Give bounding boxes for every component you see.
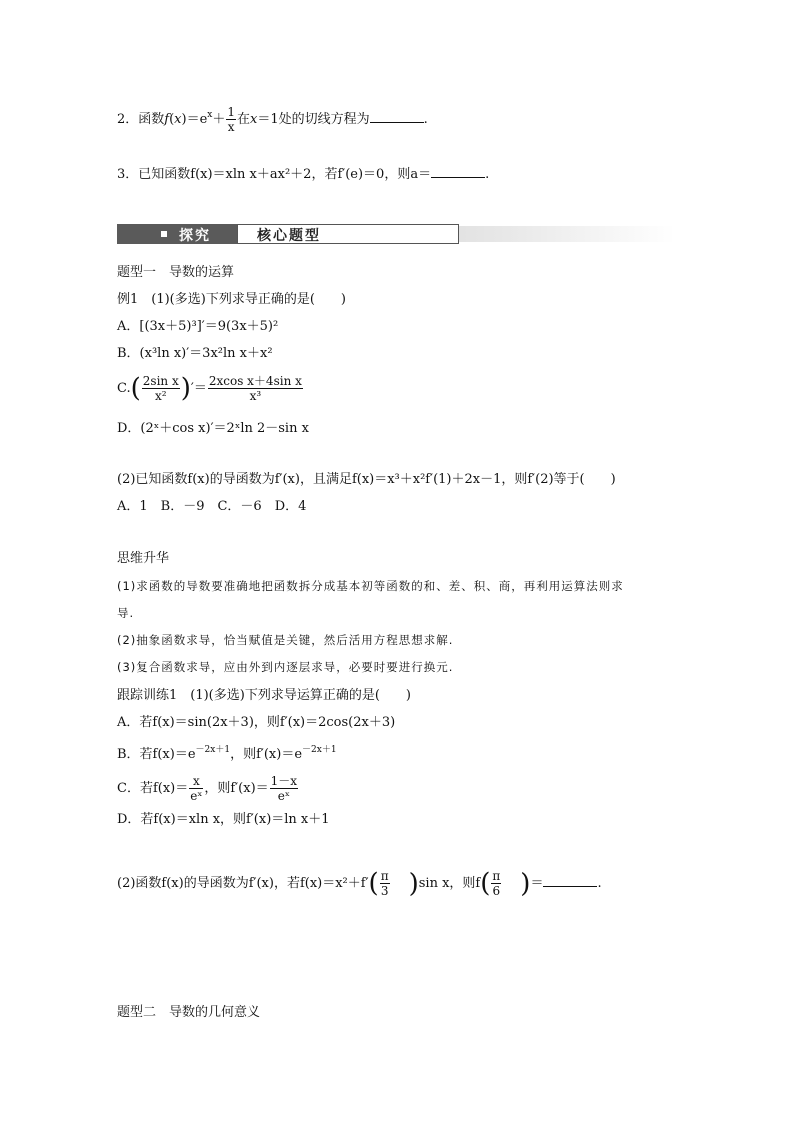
- t1-p2-frac2: [491, 870, 501, 897]
- t1-b-sup: －2x＋1: [195, 745, 231, 755]
- t1-c-rnum: 1－x: [270, 774, 298, 788]
- ex1-c-prefix: C.: [117, 381, 131, 396]
- ex1-c-num: 2sin x: [142, 374, 179, 388]
- q2-mid: )＝e: [181, 112, 208, 127]
- reflection-line2: (2)抽象函数求导，恰当赋值是关键，然后活用方程思想求解.: [117, 633, 454, 647]
- ex1-c-eq: ′＝: [190, 381, 207, 396]
- example1-option-c: [117, 375, 304, 402]
- t1-c-num: x: [189, 775, 203, 789]
- t1-p2-frac1: [380, 870, 390, 897]
- q2-sup: x: [207, 110, 213, 120]
- q2-prefix: 2．函数: [117, 112, 165, 127]
- t1-p2-prefix: (2)函数f(x)的导函数为f′(x)，若f(x)＝x²＋f′: [117, 876, 369, 891]
- q2-text1: 在: [237, 112, 251, 127]
- type2-title: 题型二 导数的几何意义: [117, 1005, 261, 1020]
- ex1-c-den: x²: [154, 389, 167, 403]
- t1-p2-mid: sin x，则f: [418, 876, 481, 891]
- training1-option-d: D．若f(x)＝xln x，则f′(x)＝ln x＋1: [117, 812, 330, 827]
- training1-option-a: A．若f(x)＝sin(2x＋3)，则f′(x)＝2cos(2x＋3): [117, 715, 396, 730]
- q2-text2: ＝1处的切线方程为: [257, 112, 370, 127]
- t1-c-den: eˣ: [190, 789, 203, 803]
- ex1-c-rparen: ): [180, 373, 191, 404]
- t1-b-sup2: －2x＋1: [302, 745, 337, 755]
- banner-left-label: 探究: [179, 228, 211, 244]
- t1-b-prefix: B．若f(x)＝e: [117, 747, 196, 762]
- ex1-c-rden: x³: [249, 389, 262, 403]
- t1-p2-rparen2: ): [520, 868, 531, 899]
- q3-end: .: [485, 167, 490, 182]
- t1-p2-frac1-den: 3: [380, 884, 389, 898]
- q2-answer-blank[interactable]: [370, 110, 424, 123]
- example1-option-a: A．[(3x＋5)³]′＝9(3x＋5)²: [117, 319, 279, 334]
- training1-option-b: [117, 741, 337, 764]
- t1-c-mid: ，则f′(x)＝: [204, 781, 269, 796]
- t1-c-prefix: C．若f(x)＝: [117, 781, 189, 796]
- example1-option-b: B．(x³ln x)′＝3x²ln x＋x²: [117, 346, 273, 361]
- q3-text: 3．已知函数f(x)＝xln x＋ax²＋2，若f′(e)＝0，则a＝: [117, 167, 432, 182]
- example1-option-d: D．(2ˣ＋cos x)′＝2ˣln 2－sin x: [117, 421, 309, 436]
- q2-fraction: [226, 106, 236, 133]
- t1-p2-rparen1: ): [408, 868, 419, 899]
- question-3: [117, 165, 489, 184]
- example1-part2: (2)已知函数f(x)的导函数为f′(x)，且满足f(x)＝x³＋x²f′(1)＋2x－1，则f′(2)等于( ): [117, 472, 616, 487]
- section-banner: [117, 224, 675, 244]
- q2-plus: ＋: [212, 112, 226, 127]
- ex1-c-rnum: 2xcos x＋4sin x: [208, 374, 302, 388]
- t1-p2-frac2-den: 6: [492, 884, 501, 898]
- training1-stem: 跟踪训练1 (1)(多选)下列求导运算正确的是( ): [117, 688, 411, 703]
- ex1-c-lparen: (: [130, 373, 141, 404]
- reflection-line3: (3)复合函数求导，应由外到内逐层求导，必要时要进行换元.: [117, 660, 454, 674]
- t1-c-right-fraction: [270, 775, 298, 802]
- q2-f: f: [164, 112, 170, 127]
- example1-part2-options: A．1 B．－9 C．－6 D．4: [117, 499, 307, 514]
- q2-end: .: [423, 112, 428, 127]
- type1-title: 题型一 导数的运算: [117, 265, 235, 280]
- banner-dark-block: [117, 224, 237, 244]
- q2-frac-num: 1: [227, 105, 236, 119]
- q2-x2: x: [250, 112, 258, 127]
- t1-p2-frac2-num: π: [492, 869, 501, 883]
- q2-frac-den: x: [227, 120, 235, 134]
- t1-p2-frac1-num: π: [380, 869, 389, 883]
- ex1-c-left-fraction: [142, 375, 180, 402]
- banner-right-label: 核心题型: [257, 228, 321, 244]
- t1-c-rden: eˣ: [277, 789, 290, 803]
- training1-part2: [117, 870, 602, 897]
- t1-c-left-fraction: [189, 775, 203, 802]
- ex1-c-right-fraction: [208, 375, 303, 402]
- reflection-title: 思维升华: [117, 551, 170, 566]
- t1-p2-lparen1: (: [368, 868, 379, 899]
- t1-p2-eq: ＝: [530, 876, 544, 891]
- q3-answer-blank[interactable]: [431, 165, 485, 178]
- question-2: 2．函数$f(x)=e^x+$ $\frac{1}{x}$ 在x＝1处的切线方程为 .: [117, 105, 428, 134]
- reflection-line1b: 导.: [117, 606, 135, 620]
- t1-b-mid: ，则f′(x)＝e: [230, 747, 303, 762]
- t1-p2-lparen2: (: [480, 868, 491, 899]
- q2-x: x: [174, 112, 182, 127]
- training1-option-c: [117, 775, 299, 802]
- t1-p2-answer-blank[interactable]: [543, 874, 597, 887]
- banner-bullet-icon: [161, 231, 167, 237]
- example1-stem: 例1 (1)(多选)下列求导正确的是( ): [117, 292, 346, 307]
- reflection-line1: (1)求函数的导数要准确地把函数拆分成基本初等函数的和、差、积、商，再利用运算法则求: [117, 579, 624, 593]
- t1-p2-end: .: [597, 876, 602, 891]
